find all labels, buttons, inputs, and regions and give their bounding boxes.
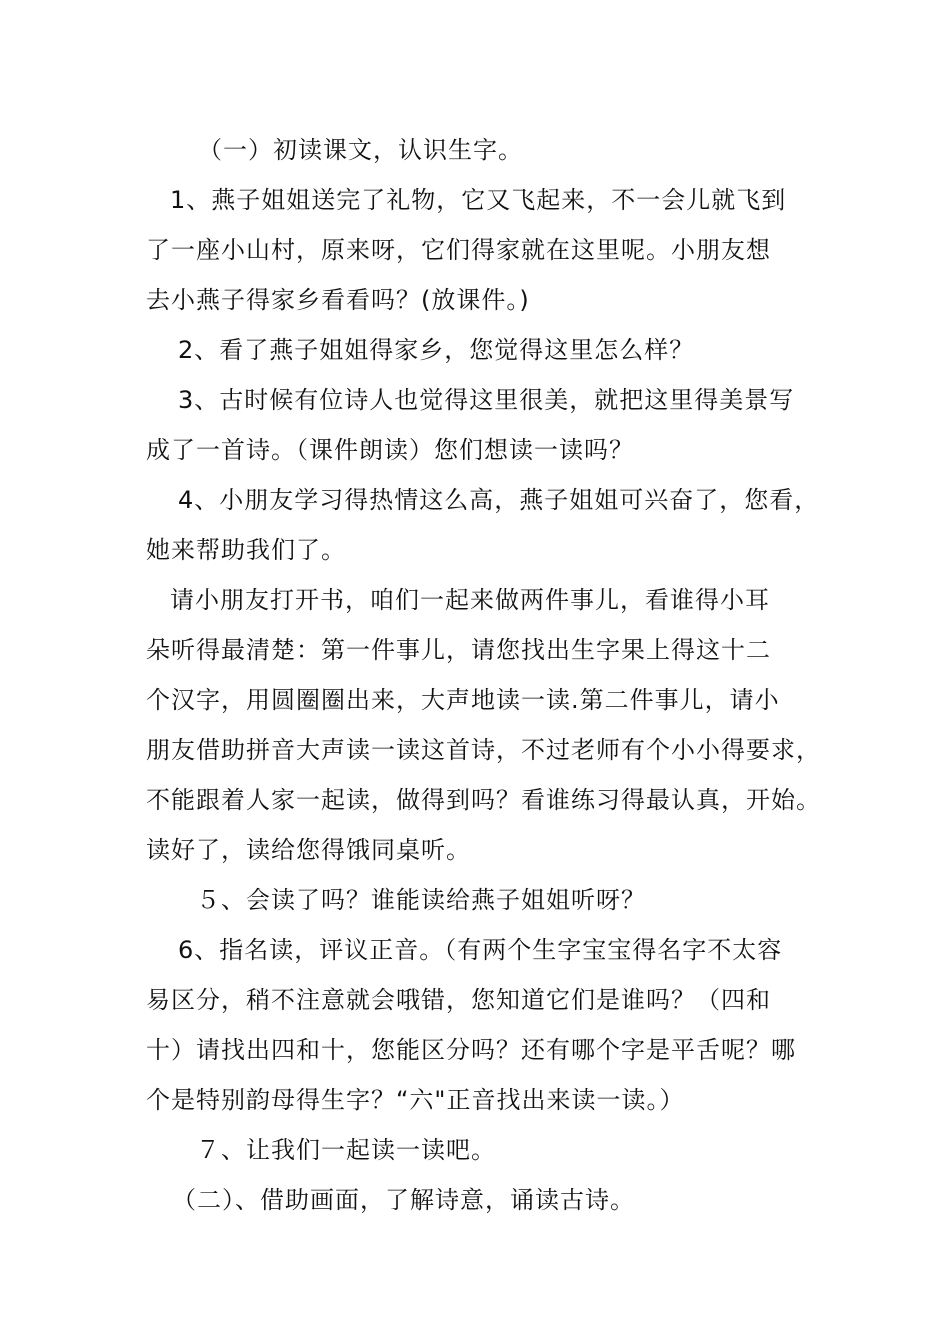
paragraph-line: 朋友借助拼音大声读一读这首诗，不过老师有个小小得要求， <box>146 736 821 764</box>
paragraph-line: ５、会读了吗？谁能读给燕子姐姐听呀？ <box>196 886 646 914</box>
paragraph-line: 成了一首诗。（课件朗读）您们想读一读吗？ <box>146 436 634 464</box>
paragraph-line: 易区分，稍不注意就会哦错，您知道它们是谁吗？（四和 <box>146 986 771 1014</box>
paragraph-line: 请小朋友打开书，咱们一起来做两件事儿，看谁得小耳 <box>170 586 770 614</box>
paragraph-line: 不能跟着人家一起读，做得到吗？看谁练习得最认真，开始。 <box>146 786 821 814</box>
paragraph-line: 个汉字，用圆圈圈出来，大声地读一读.第二件事儿，请小 <box>146 686 780 714</box>
paragraph-line: 了一座小山村，原来呀，它们得家就在这里呢。小朋友想 <box>146 236 771 264</box>
paragraph-line: 她来帮助我们了。 <box>146 536 346 564</box>
paragraph-line: 3、古时候有位诗人也觉得这里很美，就把这里得美景写 <box>178 386 795 414</box>
paragraph-line: 读好了，读给您得饿同桌听。 <box>146 836 471 864</box>
paragraph-line: 十）请找出四和十，您能区分吗？还有哪个字是平舌呢？哪 <box>146 1036 796 1064</box>
paragraph-line: 去小燕子得家乡看看吗？(放课件。) <box>146 286 530 314</box>
paragraph-line: ７、让我们一起读一读吧。 <box>196 1136 496 1164</box>
paragraph-line: 4、小朋友学习得热情这么高，燕子姐姐可兴奋了，您看， <box>178 486 820 514</box>
paragraph-line: 2、看了燕子姐姐得家乡，您觉得这里怎么样？ <box>178 336 695 364</box>
paragraph-line: 朵听得最清楚：第一件事儿，请您找出生字果上得这十二 <box>146 636 771 664</box>
paragraph-line: 6、指名读，评议正音。（有两个生字宝宝得名字不太容 <box>178 936 783 964</box>
section-heading-1: （一）初读课文，认识生字。 <box>198 136 523 164</box>
paragraph-line: 个是特别韵母得生字？“六"正音找出来读一读。） <box>146 1086 685 1114</box>
paragraph-line: 1、燕子姐姐送完了礼物，它又飞起来，不一会儿就飞到 <box>170 186 787 214</box>
section-heading-2: （二）、借助画面，了解诗意，诵读古诗。 <box>172 1186 635 1214</box>
